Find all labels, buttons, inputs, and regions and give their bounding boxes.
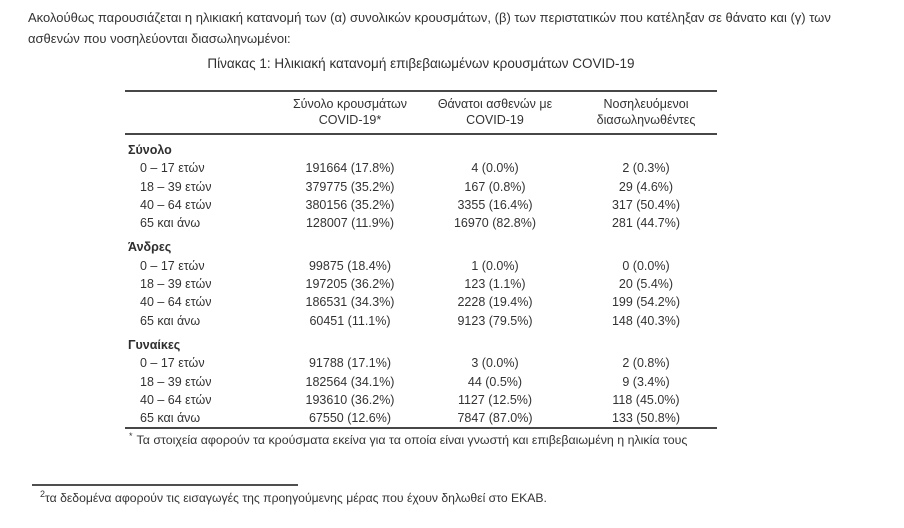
- intubated-value: 281 (44.7%): [611, 216, 681, 231]
- cases-value: 182564 (34.1%): [305, 374, 395, 389]
- intro-line-1: Ακολούθως παρουσιάζεται η ηλικιακή κατανομή των (α) συνολικών κρουσμάτων, (β) των περιστατικών που κατέληξαν σε θάνατο και (γ) των: [28, 10, 831, 25]
- deaths-value: 123 (1.1%): [464, 277, 526, 292]
- header-row: [125, 91, 717, 134]
- deaths-value: 3355 (16.4%): [457, 197, 533, 212]
- table-row: [125, 257, 717, 275]
- column-header-intubated: [575, 91, 717, 134]
- cases-value: 197205 (36.2%): [305, 277, 395, 292]
- cases-value: 128007 (11.9%): [305, 216, 395, 231]
- section-label: Άνδρες: [128, 240, 172, 255]
- intubated-value: 29 (4.6%): [618, 179, 674, 194]
- page-footnote-text: τα δεδομένα αφορούν τις εισαγωγές της προηγούμενης μέρας που έχουν δηλωθεί στο ΕΚΑΒ.: [45, 491, 547, 506]
- table-row: [125, 275, 717, 293]
- column-header-cases: [285, 91, 415, 134]
- age-group-label: 40 – 64 ετών: [140, 392, 212, 407]
- cases-value: 99875 (18.4%): [308, 258, 391, 273]
- page-footnote-marker: 2: [40, 489, 46, 499]
- age-distribution-table: [125, 90, 717, 429]
- table-row: [125, 354, 717, 372]
- age-group-label: 18 – 39 ετών: [140, 277, 212, 292]
- age-group-label: 65 και άνω: [140, 216, 201, 231]
- deaths-value: 9123 (79.5%): [457, 313, 533, 328]
- intro-line-2: ασθενών που νοσηλεύονται διασωληνωμένοι:: [28, 31, 291, 46]
- table-footnote: [125, 431, 717, 447]
- cases-value: 379775 (35.2%): [305, 179, 395, 194]
- page-footnote: [40, 489, 547, 505]
- table-footnote-text: Τα στοιχεία αφορούν τα κρούσματα εκείνα για τα οποία είναι γνωστή και επιβεβαιωμένη η ηλικία τους: [136, 433, 688, 448]
- age-group-label: 0 – 17 ετών: [140, 161, 205, 176]
- intubated-value: 20 (5.4%): [618, 277, 674, 292]
- intubated-value: 2 (0.8%): [622, 356, 670, 371]
- cases-value: 186531 (34.3%): [305, 295, 395, 310]
- table-row: [125, 178, 717, 196]
- age-group-label: 0 – 17 ετών: [140, 356, 205, 371]
- age-group-label: 40 – 64 ετών: [140, 197, 212, 212]
- footnote-divider: [32, 484, 298, 486]
- intubated-value: 199 (54.2%): [611, 295, 681, 310]
- deaths-value: 44 (0.5%): [467, 374, 523, 389]
- intubated-value: 148 (40.3%): [611, 313, 681, 328]
- section-label: Γυναίκες: [128, 337, 181, 352]
- intubated-value: 133 (50.8%): [611, 411, 681, 426]
- cases-value: 67550 (12.6%): [308, 411, 391, 426]
- table-row: [125, 293, 717, 311]
- cases-value: 60451 (11.1%): [309, 313, 391, 328]
- column-header-deaths-line1: Θάνατοι ασθενών με: [437, 97, 553, 111]
- deaths-value: 1127 (12.5%): [457, 392, 533, 407]
- intubated-value: 118 (45.0%): [612, 392, 680, 407]
- intubated-value: 317 (50.4%): [611, 197, 681, 212]
- age-group-label: 18 – 39 ετών: [140, 374, 212, 389]
- age-group-label: 65 και άνω: [140, 313, 201, 328]
- deaths-value: 7847 (87.0%): [457, 411, 533, 426]
- deaths-value: 3 (0.0%): [471, 356, 519, 371]
- section-row-total: [125, 134, 717, 159]
- intubated-value: 0 (0.0%): [622, 258, 670, 273]
- empty-header-cell: [125, 91, 285, 134]
- table-row: [125, 159, 717, 177]
- cases-value: 91788 (17.1%): [308, 356, 391, 371]
- table-container: [125, 56, 717, 448]
- deaths-value: 2228 (19.4%): [457, 295, 533, 310]
- table-row: [125, 391, 717, 409]
- table-row: [125, 196, 717, 214]
- column-header-cases-line1: Σύνολο κρουσμάτων: [292, 97, 408, 111]
- cases-value: 380156 (35.2%): [305, 197, 395, 212]
- column-header-cases-line2: COVID-19*: [318, 113, 382, 127]
- intubated-value: 2 (0.3%): [622, 161, 670, 176]
- deaths-value: 167 (0.8%): [464, 179, 526, 194]
- table-row: [125, 373, 717, 391]
- column-header-intubated-line2: διασωληνωθέντες: [596, 113, 696, 127]
- column-header-deaths-line2: COVID-19: [466, 113, 524, 127]
- table-row: [125, 312, 717, 330]
- cases-value: 191664 (17.8%): [305, 161, 395, 176]
- intro-paragraph: [28, 7, 831, 49]
- column-header-intubated-line1: Νοσηλευόμενοι: [603, 97, 689, 111]
- table-row: [125, 214, 717, 232]
- age-group-label: 0 – 17 ετών: [140, 258, 205, 273]
- deaths-value: 16970 (82.8%): [453, 216, 536, 231]
- age-group-label: 40 – 64 ετών: [140, 295, 212, 310]
- intubated-value: 9 (3.4%): [622, 374, 670, 389]
- deaths-value: 4 (0.0%): [471, 161, 519, 176]
- table-footnote-marker: *: [129, 431, 133, 442]
- age-group-label: 65 και άνω: [140, 411, 201, 426]
- section-row-men: [125, 232, 717, 256]
- deaths-value: 1 (0.0%): [471, 258, 519, 273]
- section-row-women: [125, 330, 717, 354]
- table-row: [125, 409, 717, 428]
- cases-value: 193610 (36.2%): [305, 392, 395, 407]
- table-title: Πίνακας 1: Ηλικιακή κατανομή επιβεβαιωμένων κρουσμάτων COVID-19: [207, 56, 635, 71]
- section-label: Σύνολο: [128, 143, 172, 157]
- column-header-deaths: [415, 91, 575, 134]
- age-group-label: 18 – 39 ετών: [140, 179, 212, 194]
